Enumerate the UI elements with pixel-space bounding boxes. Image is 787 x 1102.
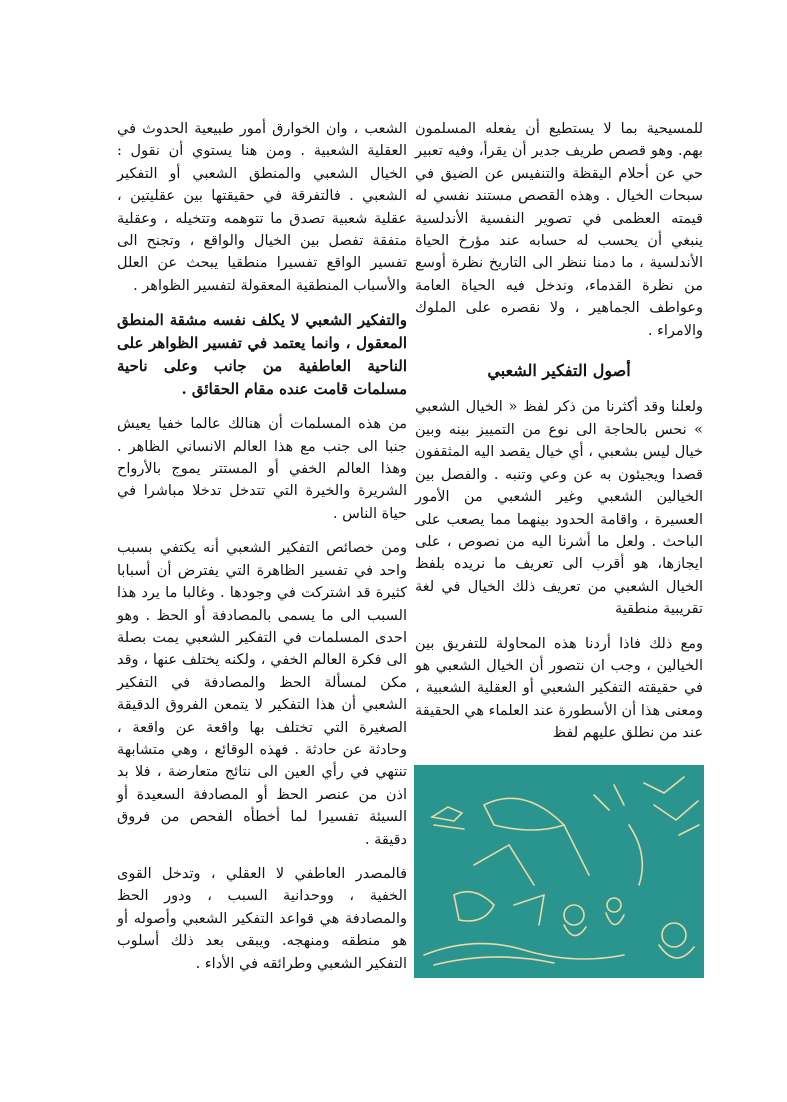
- right-column: [415, 118, 703, 757]
- left-paragraph-5: فالمصدر العاطفي لا العقلي ، وتدخل القوى الخفية ، ووحدانية السبب ، ودور الحظ والمصادفة هي قواعد التفكير الشعبي وأصوله أو هو منطقه ومنهجه. ويبقى بعد ذلك أسلوب التفكير الشعبي وطرائقه في الأداء .: [117, 865, 407, 972]
- left-column: [117, 118, 407, 987]
- illustration-icon: [414, 765, 704, 978]
- section-heading: أصول التفكير الشعبي: [487, 361, 631, 381]
- right-paragraph-2: ولعلنا وقد أكثرنا من ذكر لفظ « الخيال الشعبي » نحس بالحاجة الى نوع من التمييز بينه وبين خيال ليس بشعبي ، أي خيال يقصد اليه المثقفون قصدا ويجيئون به عن وعي وتنبه . والفصل بين الخيالين الشعبي وغير الشعبي من الأمور العسيرة ، واقامة الحدود بينهما مما يصعب على الباحث . ولعل ما أشرنا اليه من نصوص ، على ايجازها، هو أقرب الى تعريف ما نريده بلفظ الخيال الشعبي من تعريف ذلك الخيال في لغة تقريبية منطقية: [415, 399, 703, 618]
- left-paragraph-4: ومن خصائص التفكير الشعبي أنه يكتفي بسبب واحد في تفسير الظاهرة التي يفترض أن أسبابا كثيرة قد اشتركت في وجودها . وغالبا ما يرد هذا السبب الى ما يسمى بالمصادفة أو الحظ . وهو احدى المسلمات في التفكير الشعبي يمت بصلة الى فكرة العالم الخفي ، ولكنه يختلف عنها ، وقد مكن لمسألة الحظ والمصادفة في التفكير الشعبي أن هذا التفكير لا يتمعن الفروق الدقيقة الصغيرة التي تختلف بها واقعة عن واقعة ، وحادثة عن حادثة . فهذه الوقائع ، وهي متشابهة تنتهي في رأي العين الى نتائج متعارضة ، فلا بد اذن من عنصر الحظ أو المصادفة السعيدة أو السيئة تفسيرا لما أخطأه الفحص من فروق دقيقة .: [117, 540, 407, 848]
- left-paragraph-3: من هذه المسلمات أن هنالك عالما خفيا يعيش جنبا الى جنب مع هذا العالم الانساني الظاهر . وهذا العالم الخفي أو المستتر يموج بالأرواح الشريرة والخيرة التي تتدخل تدخلا مباشرا في حياة الناس .: [117, 416, 407, 522]
- left-paragraph-1: الشعب ، وان الخوارق أمور طبيعية الحدوث في العقلية الشعبية . ومن هنا يستوي أن نقول : الخيال الشعبي والمنطق الشعبي أو التفكير الشعبي . فالتفرقة في حقيقتها بين عقليتين ، عقلية شعبية تصدق ما تتوهمه وتتخيله ، وعقلية متفقة تفصل بين الخيال والواقع ، وتجنح الى تفسير الواقع تفسيرا منطقيا يبحث عن العلل والأسباب المنطقية المعقولة لتفسير الظواهر .: [117, 121, 407, 294]
- right-paragraph-1: للمسيحية بما لا يستطيع أن يفعله المسلمون بهم. وهو قصص طريف جدير أن يقرأ، وفيه تعبير حي عن أحلام اليقظة والتنفيس عن الضيق في سبحات الخيال . وهذه القصص مستند نفسي له قيمته العظمى في تصوير النفسية الأندلسية ينبغي أن يحسب له حسابه عند مؤرخ الحياة الأندلسية ، ما دمنا ننظر الى التاريخ نظرة أوسع من نظرة القدماء، وندخل فيه الحياة العامة وعواطف الجماهير ، ولا نقصره على الملوك والامراء .: [415, 121, 703, 339]
- right-paragraph-3: ومع ذلك فاذا أردنا هذه المحاولة للتفريق بين الخيالين ، وجب ان نتصور أن الخيال الشعبي هو في حقيقته التفكير الشعبي أو العقلية الشعبية ، ومعنى هذا أن الأسطورة عند العلماء هي الحقيقة عند من نطلق عليهم لفظ: [415, 635, 703, 742]
- left-paragraph-2-bold: والتفكير الشعبي لا يكلف نفسه مشقة المنطق المعقول ، وانما يعتمد في تفسير الظواهر على الناحية العاطفية من جانب وعلى ناحية مسلمات قامت عنده مقام الحقائق .: [117, 311, 407, 399]
- illustration-drawing: [414, 765, 704, 978]
